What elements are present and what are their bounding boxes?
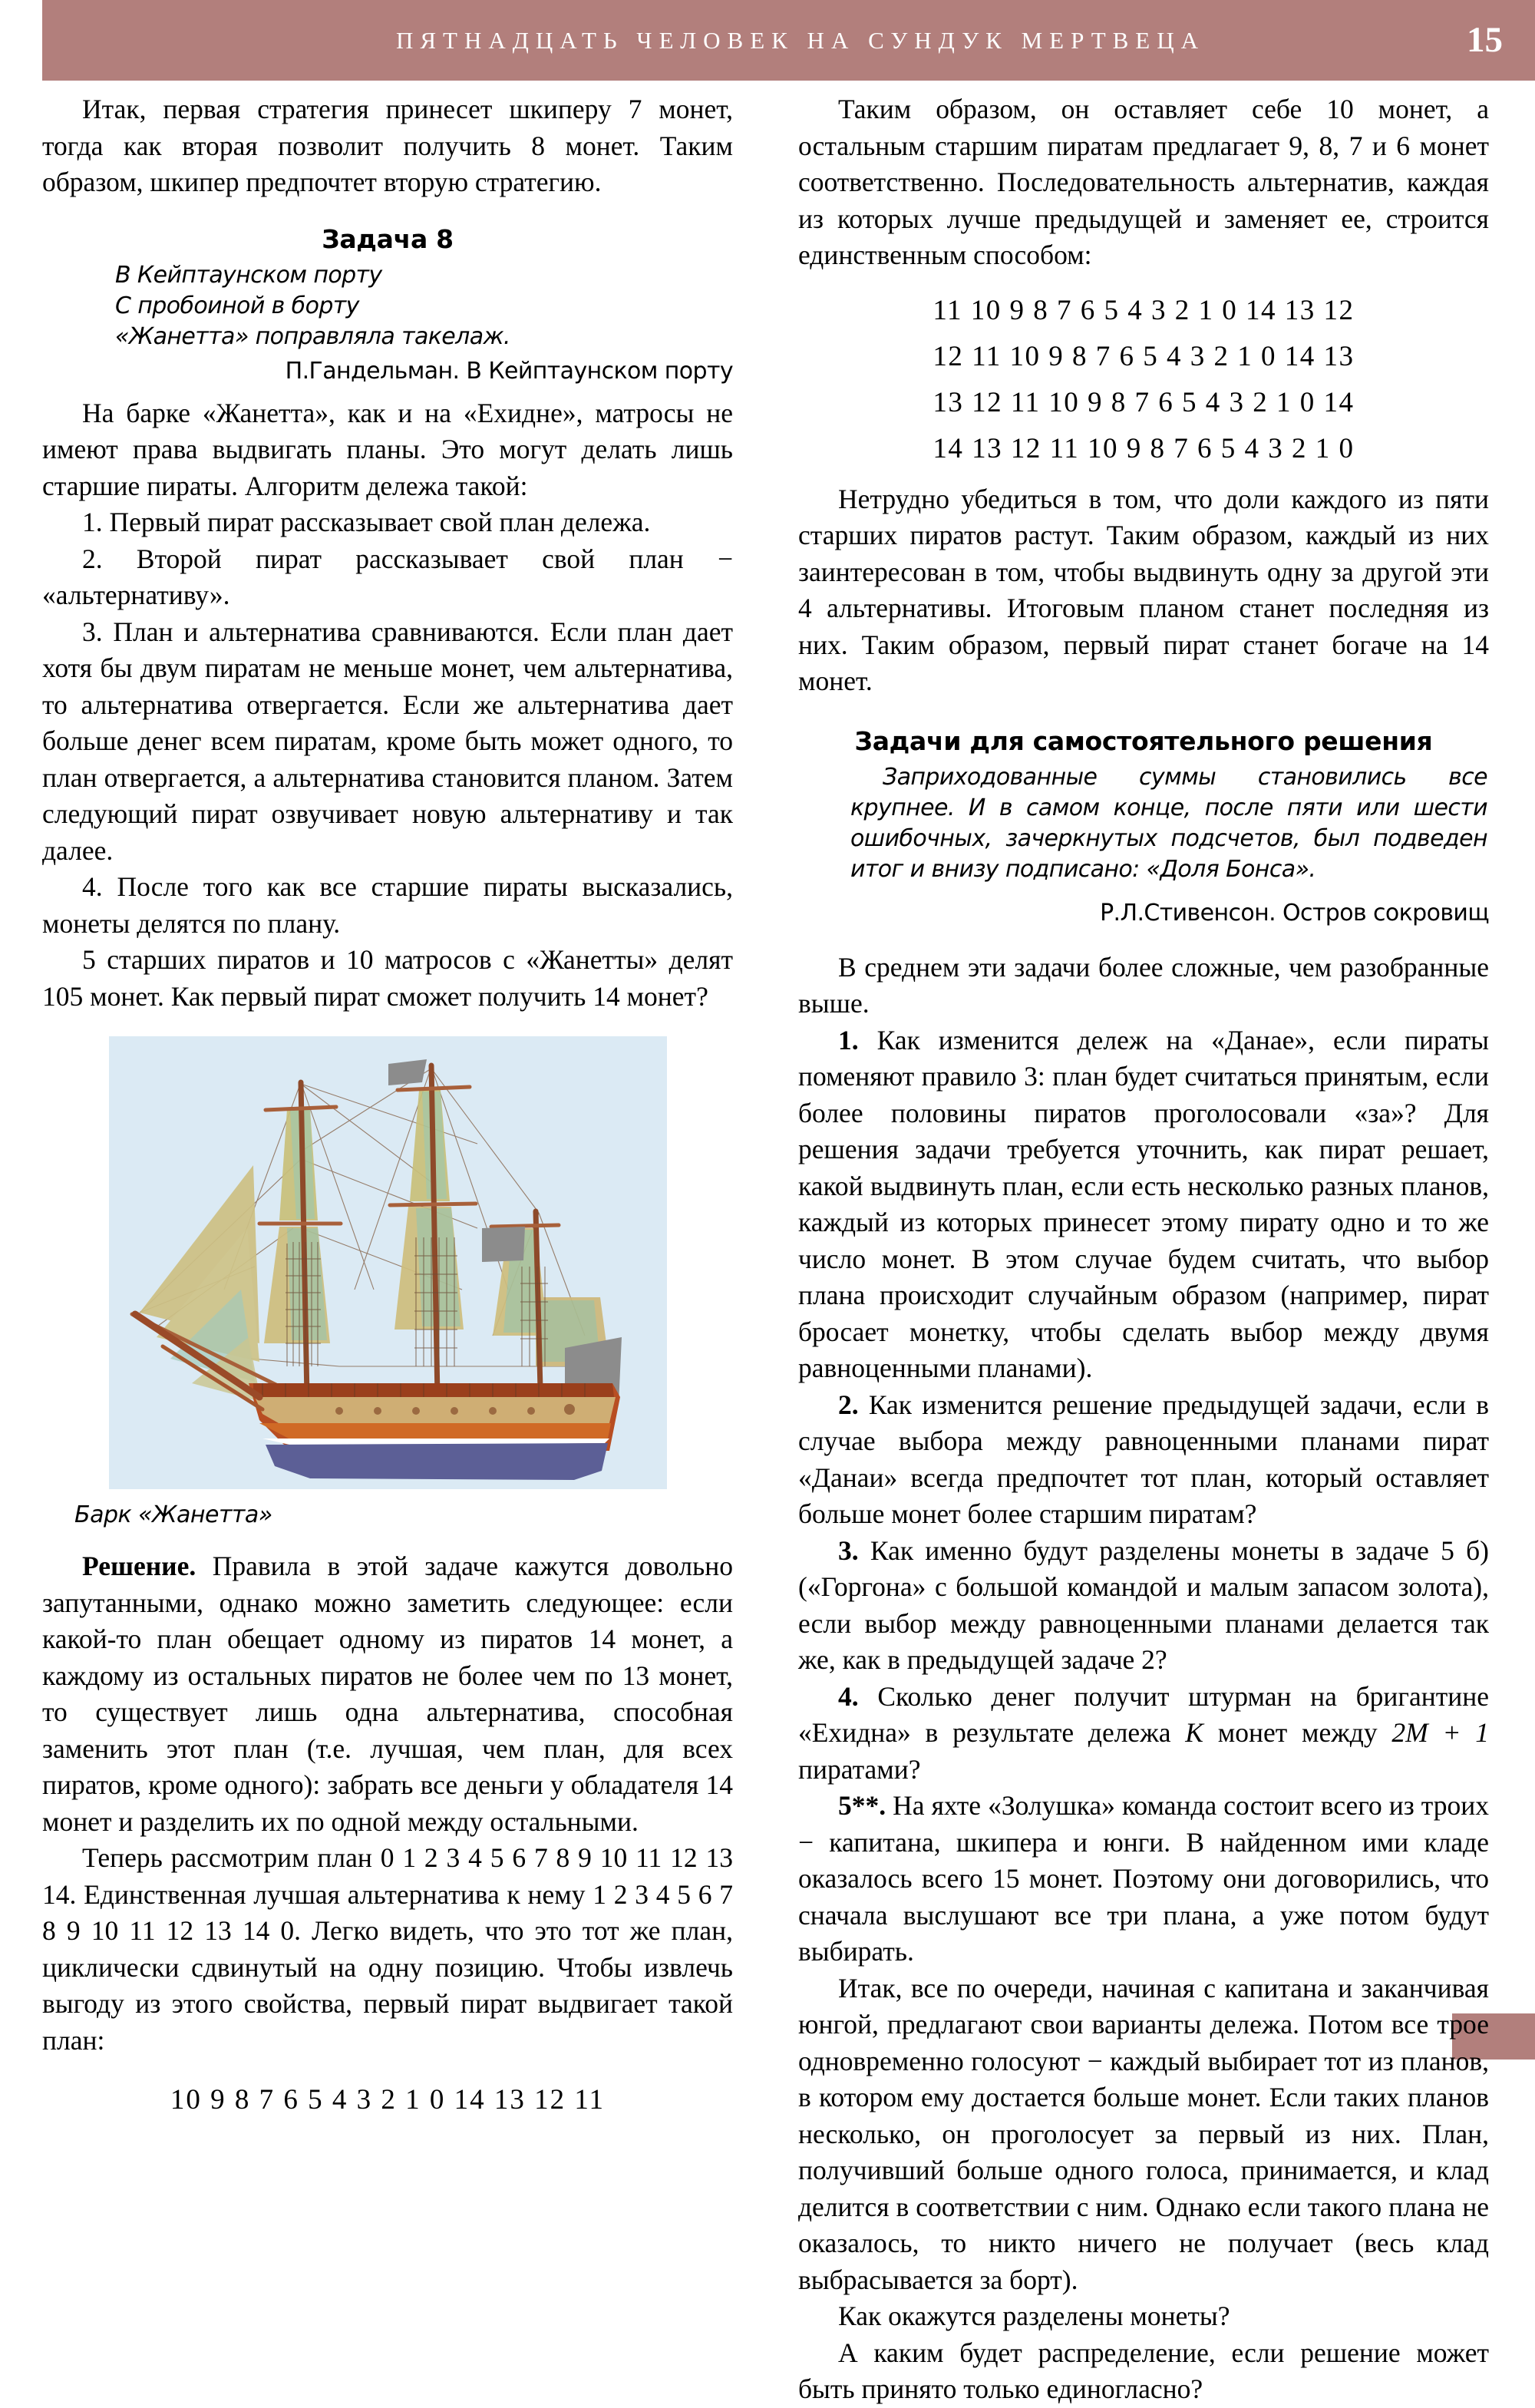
epigraph-stevenson-attribution: Р.Л.Стивенсон. Остров сокровищ xyxy=(1100,899,1489,927)
rule-item-2: 2. Второй пират рассказывает свой план − «альтернативу». xyxy=(42,543,733,610)
plan-sequence: 10 9 8 7 6 5 4 3 2 1 0 14 13 12 11 xyxy=(170,2084,606,2116)
exercise-item-4 xyxy=(798,1679,1489,1789)
figure-barque xyxy=(42,1036,733,1528)
exercise-number: 3. xyxy=(838,1534,859,1566)
paragraph-shares-grow: Нетрудно убедиться в том, что доли каждого из пяти старших пиратов растут. Таким образом, каждый из них заинтересован в том, чтобы выдвинуть одну за другой эти 4 альтернативы. Итоговым планом станет последняя из них. Таким образом, первый пират станет богаче на 14 монет. xyxy=(798,483,1489,696)
epigraph-stevenson: Заприходованные суммы становились все крупнее. И в самом конце, после пяти или шести ошибочных, зачеркнутых подсчетов, был подведен итог и внизу подписано: «Доля Бонса». xyxy=(850,763,1487,883)
math-variable-k: K xyxy=(1185,1717,1203,1748)
column-left xyxy=(42,81,733,2122)
alternative-row: 13 12 11 10 9 8 7 6 5 4 3 2 1 0 14 xyxy=(933,386,1355,418)
epigraph-line-2: С пробоиной в борту xyxy=(115,292,359,319)
page-number: 15 xyxy=(1467,20,1503,60)
exercise-item-3 xyxy=(798,1533,1489,1679)
rule-item-1: 1. Первый пират рассказывает свой план дележа. xyxy=(82,507,651,537)
paragraph-exercises-intro: В среднем эти задачи более сложные, чем разобранные выше. xyxy=(798,951,1489,1019)
exercise-item-1 xyxy=(798,1022,1489,1387)
exercise-text: Сколько денег получит штурман на бригантине «Ехидна» в результате дележа xyxy=(798,1680,1489,1748)
exercise-text: Как именно будут разделены монеты в задаче 5 б) («Горгона» с большой командой и малым запасом золота), если выбор между равноценными планами делается так же, как в предыдущей задаче 2? xyxy=(798,1534,1489,1675)
exercise-text: Как изменится дележ на «Данае», если пираты поменяют правило 3: план будет считаться принятым, если более половины пиратов проголосовали «за»? Для решения задачи требуется уточнить, как пират решает, какой выдвинуть план, если есть несколько разных планов, каждый из которых принесет этому пирату одно и то же число монет. В этом случае будем считать, что выбор плана происходит случайным образом (например, пират бросает монетку, чтобы сделать выбор между двумя равноценными планами). xyxy=(798,1024,1489,1383)
ship-illustration-icon xyxy=(109,1036,667,1489)
exercise-text: монет между xyxy=(1203,1717,1392,1748)
solution-label: Решение. xyxy=(82,1551,196,1581)
exercise-text: пиратами? xyxy=(798,1753,921,1785)
exercise-number: 1. xyxy=(838,1024,859,1055)
exercise-number: 2. xyxy=(838,1389,859,1420)
running-head xyxy=(42,0,1535,81)
rule-item-3: 3. План и альтернатива сравниваются. Если план дает хотя бы двум пиратам не меньше монет, чем альтернатива, то альтернатива отвергается. Если же альтернатива дает больше денег всем пиратам, кроме быть может одного, то план отвергается, а альтернатива становится планом. Затем следующий пират озвучивает новую альтернативу и так далее. xyxy=(42,616,733,866)
math-expression-2m-plus-1: 2M + 1 xyxy=(1391,1717,1490,1748)
column-right xyxy=(798,81,1489,2408)
paragraph-problem-statement: 5 старших пиратов и 10 матросов с «Жанетты» делят 105 монет. Как первый пират сможет получить 14 монет? xyxy=(42,944,733,1012)
exercise-number: 4. xyxy=(838,1680,859,1712)
paragraph-barque-rules-intro: На барке «Жанетта», как и на «Ехидне», матросы не имеют права выдвигать планы. Это могут делать лишь старшие пираты. Алгоритм дележа такой: xyxy=(42,397,733,501)
paragraph-intro: Итак, первая стратегия принесет шкиперу 7 монет, тогда как вторая позволит получить 8 монет. Таким образом, шкипер предпочтет вторую стратегию. xyxy=(42,94,733,197)
alternative-row: 14 13 12 11 10 9 8 7 6 5 4 3 2 1 0 xyxy=(933,432,1355,464)
question-1: Как окажутся разделены монеты? xyxy=(838,2301,1230,2331)
heading-task-8: Задача 8 xyxy=(322,223,454,254)
question-2: А каким будет распределение, если решение может быть принято только единогласно? xyxy=(798,2337,1489,2404)
paragraph-distribution: Таким образом, он оставляет себе 10 монет, а остальным старшим пиратам предлагает 9, 8, 7 и 6 монет соответственно. Последовательность альтернатив, каждая из которых лучше предыдущей и заменяет ее, строится единственным способом: xyxy=(798,94,1489,270)
paragraph-plan-discussion: Теперь рассмотрим план 0 1 2 3 4 5 6 7 8 9 10 11 12 13 14. Единственная лучшая альтернатива к нему 1 2 3 4 5 6 7 8 9 10 11 12 13 14 0. Легко видеть, что это тот же план, циклически сдвинутый на одну позицию. Чтобы извлечь выгоду из этого свойства, первый пират выдвигает такой план: xyxy=(42,1842,733,2056)
exercise-item-2 xyxy=(798,1387,1489,1533)
epigraph-attribution: П.Гандельман. В Кейптаунском порту xyxy=(285,357,733,385)
paragraph-voting-rules: Итак, все по очереди, начиная с капитана и заканчивая юнгой, предлагают свои варианты дележа. Потом все трое одновременно голосуют − каждый выбирает тот из планов, в котором ему достается больше монет. Если таких планов несколько, он проголосует за первый из них. План, получивший больше одного голоса, принимается, и клад делится в соответствии с ним. Однако если такого плана не оказалось, то никто ничего не получает (весь клад выбрасывается за борт). xyxy=(798,1972,1489,2295)
epigraph-line-3: «Жанетта» поправляла такелаж. xyxy=(115,322,510,350)
alternative-row: 12 11 10 9 8 7 6 5 4 3 2 1 0 14 13 xyxy=(933,340,1355,372)
exercise-text: На яхте «Золушка» команда состоит всего из троих − капитана, шкипера и юнги. В найденном ими кладе оказалось всего 15 монет. Поэтому они договорились, что сначала выслушают все три плана, а уже потом будут выбирать. xyxy=(798,1790,1489,1967)
page-body xyxy=(0,81,1535,2404)
figure-image-barque xyxy=(109,1036,667,1489)
epigraph-song xyxy=(115,260,733,352)
paragraph-solution xyxy=(42,1548,733,1840)
running-head-title: ПЯТНАДЦАТЬ ЧЕЛОВЕК НА СУНДУК МЕРТВЕЦА xyxy=(395,26,1206,54)
exercise-item-5 xyxy=(798,1788,1489,1970)
rule-item-4: 4. После того как все старшие пираты высказались, монеты делятся по плану. xyxy=(42,871,733,939)
figure-caption: Барк «Жанетта» xyxy=(74,1501,272,1528)
alternative-row: 11 10 9 8 7 6 5 4 3 2 1 0 14 13 12 xyxy=(933,294,1355,326)
epigraph-line-1: В Кейптаунском порту xyxy=(115,261,382,289)
solution-body: Правила в этой задаче кажутся довольно запутанными, однако можно заметить следующее: если какой-то план обещает одному из пиратов 14 монет, а каждому из остальных пиратов не более чем по 13 монет, то существует лишь одна альтернатива, способная заменить этот план (т.е. лучшая, чем план, для всех пиратов, кроме одного): забрать все деньги у обладателя 14 монет и разделить их по одной между остальными. xyxy=(42,1551,733,1837)
exercise-number: 5**. xyxy=(838,1790,886,1821)
alternatives-list xyxy=(798,288,1489,472)
heading-exercises: Задачи для самостоятельного решения xyxy=(854,725,1433,756)
exercise-text: Как изменится решение предыдущей задачи, если в случае выбора между равноценными планами пират «Данаи» всегда предпочтет тот план, который оставляет больше монет более старшим пиратам? xyxy=(798,1389,1489,1529)
